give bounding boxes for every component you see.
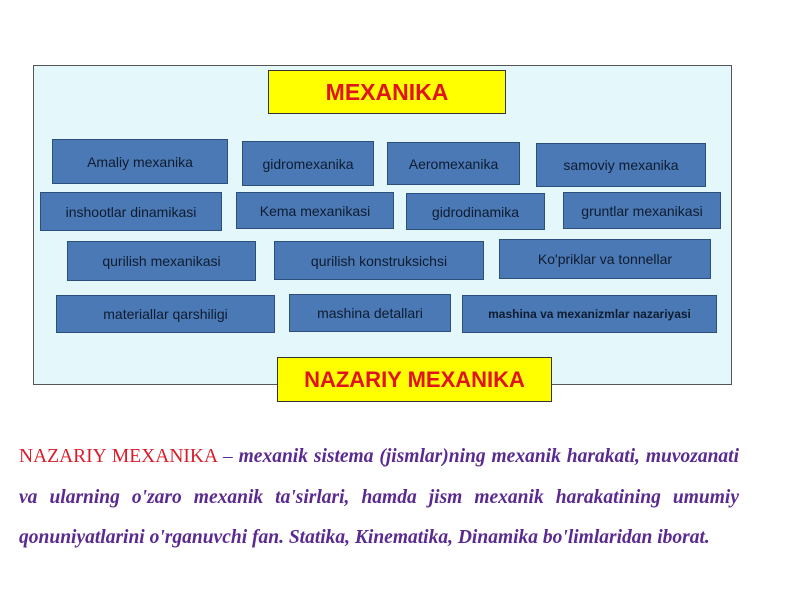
branch-inshootlar-dinamikasi: inshootlar dinamikasi: [40, 192, 222, 231]
branch-kopriklar-va-tonnellar: Ko'priklar va tonnellar: [499, 239, 711, 279]
branch-qurilish-konstruksichsi: qurilish konstruksichsi: [274, 241, 484, 280]
branch-mashina-detallari: mashina detallari: [289, 294, 451, 332]
diagram-subtitle: NAZARIY MEXANIKA: [277, 357, 552, 402]
branch-gidrodinamika: gidrodinamika: [406, 193, 545, 230]
branch-materiallar-qarshiligi: materiallar qarshiligi: [56, 295, 275, 333]
definition-dash: –: [217, 446, 239, 467]
definition-text: mexanik sistema (jismlar)ning mexanik harakati, muvozanati va ularning o'zaro mexanik ta'sirlari, hamda jism mexanik harakatining umumiy qonuniyatlarini o'rganuvchi fan. Statika, Kinematika, Dinamika bo'limlaridan iborat.: [19, 446, 740, 548]
branch-samoviy-mexanika: samoviy mexanika: [536, 143, 706, 187]
definition-term: NAZARIY MEXANIKA: [19, 446, 218, 467]
branch-qurilish-mexanikasi: qurilish mexanikasi: [67, 241, 256, 281]
branch-gidromexanika: gidromexanika: [242, 141, 374, 186]
branch-gruntlar-mexanikasi: gruntlar mexanikasi: [563, 192, 721, 229]
branch-amaliy-mexanika: Amaliy mexanika: [52, 139, 228, 184]
branch-mashina-va-mexanizmlar-nazariyasi: mashina va mexanizmlar nazariyasi: [462, 295, 717, 333]
branch-aeromexanika: Aeromexanika: [387, 142, 520, 185]
diagram-title: MEXANIKA: [268, 70, 506, 114]
branch-kema-mexanikasi: Kema mexanikasi: [236, 192, 394, 229]
definition-paragraph: [19, 437, 739, 559]
